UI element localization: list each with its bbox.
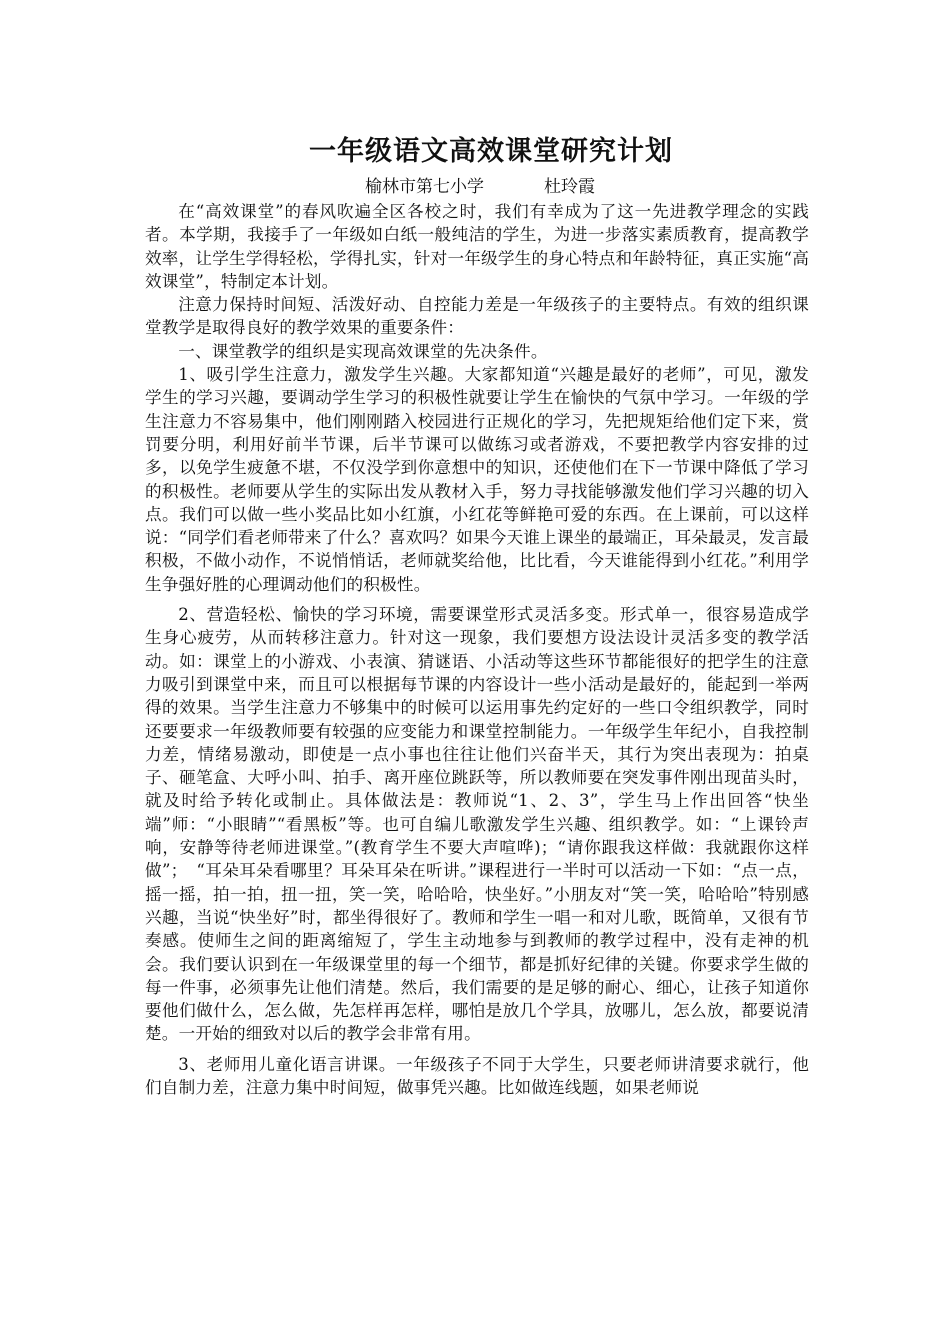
paragraph-features: 注意力保持时间短、活泼好动、自控能力差是一年级孩子的主要特点。有效的组织课堂教学是取得良好的教学效果的重要条件： — [145, 295, 809, 338]
byline — [151, 174, 809, 200]
paragraph-intro: 在“高效课堂”的春风吹遍全区各校之时，我们有幸成为了这一先进教学理念的实践者。本学期，我接手了一年级如白纸一般纯洁的学生，为进一步落实素质教育，提高教学效率，让学生学得轻松，学得扎实，针对一年级学生的身心特点和年龄特征，真正实施“高效课堂”，特制定本计划。 — [145, 202, 809, 291]
document-title: 一年级语文高效课堂研究计划 — [309, 136, 673, 167]
paragraph-point-1: 1、吸引学生注意力，激发学生兴趣。大家都知道“兴趣是最好的老师”，可见，激发学生的学习兴趣，要调动学生学习的积极性就要让学生在愉快的气氛中学习。一年级的学生注意力不容易集中，他们刚刚踏入校园进行正规化的学习，先把规矩给他们定下来，赏罚要分明，利用好前半节课，后半节课可以做练习或者游戏，不要把教学内容安排的过多，以免学生疲惫不堪，不仅没学到你意想中的知识，还使他们在下一节课中降低了学习的积极性。老师要从学生的实际出发从教材入手，努力寻找能够激发他们学习兴趣的切入点。我们可以做一些小奖品比如小红旗，小红花等鲜艳可爱的东西。在上课前，可以这样说：“同学们看老师带来了什么？喜欢吗？如果今天谁上课坐的最端正，耳朵最灵，发言最积极，不做小动作，不说悄悄话，老师就奖给他，比比看，今天谁能得到小红花。”利用学生争强好胜的心理调动他们的积极性。 — [145, 365, 809, 594]
school-name: 榆林市第七小学 — [365, 177, 484, 197]
document-page — [145, 130, 809, 1099]
paragraph-point-3: 3、老师用儿童化语言讲课。一年级孩子不同于大学生，只要老师讲清要求就行，他们自制力差，注意力集中时间短，做事凭兴趣。比如做连线题，如果老师说 — [145, 1054, 809, 1097]
paragraph-point-2: 2、营造轻松、愉快的学习环境，需要课堂形式灵活多变。形式单一，很容易造成学生身心疲劳，从而转移注意力。针对这一现象，我们要想方设法设计灵活多变的教学活动。如：课堂上的小游戏、小表演、猜谜语、小活动等这些环节都能很好的把学生的注意力吸引到课堂中来，而且可以根据每节课的内容设计一些小活动是最好的，能起到一举两得的效果。当学生注意力不够集中的时候可以运用事先约定好的一些口令组织教学，同时还要要求一年级教师要有较强的应变能力和课堂控制能力。一年级学生年纪小，自我控制力差，情绪易激动，即使是一点小事也往往让他们兴奋半天，其行为突出表现为：拍桌子、砸笔盒、大呼小叫、拍手、离开座位跳跃等，所以教师要在突发事件刚出现苗头时，就及时给予转化或制止。具体做法是：教师说“1、2、3”，学生马上作出回答“快坐端”师：“小眼睛”“看黑板”等。也可自编儿歌激发学生兴趣、组织教学。如：“上课铃声响，安静等待老师进课堂。”(教育学生不要大声喧哗)；“请你跟我这样做：我就跟你这样做”； “耳朵耳朵看哪里？耳朵耳朵在听讲。”课程进行一半时可以活动一下如：“点一点，摇一摇，拍一拍，扭一扭，笑一笑，哈哈哈，快坐好。”小朋友对“笑一笑，哈哈哈”特别感兴趣，当说“快坐好”时，都坐得很好了。教师和学生一唱一和对儿歌，既简单，又很有节奏感。使师生之间的距离缩短了，学生主动地参与到教师的教学过程中，没有走神的机会。我们要认识到在一年级课堂里的每一个细节，都是抓好纪律的关键。你要求学生做的每一件事，必须事先让他们清楚。然后，我们需要的是足够的耐心、细心，让孩子知道你要他们做什么，怎么做，先怎样再怎样，哪怕是放几个学具，放哪儿，怎么放，都要说清楚。一开始的细致对以后的教学会非常有用。 — [145, 605, 809, 1044]
document-body — [145, 200, 809, 1099]
author-name: 杜玲霞 — [544, 177, 595, 197]
section-heading-1: 一、课堂教学的组织是实现高效课堂的先决条件。 — [178, 341, 548, 361]
